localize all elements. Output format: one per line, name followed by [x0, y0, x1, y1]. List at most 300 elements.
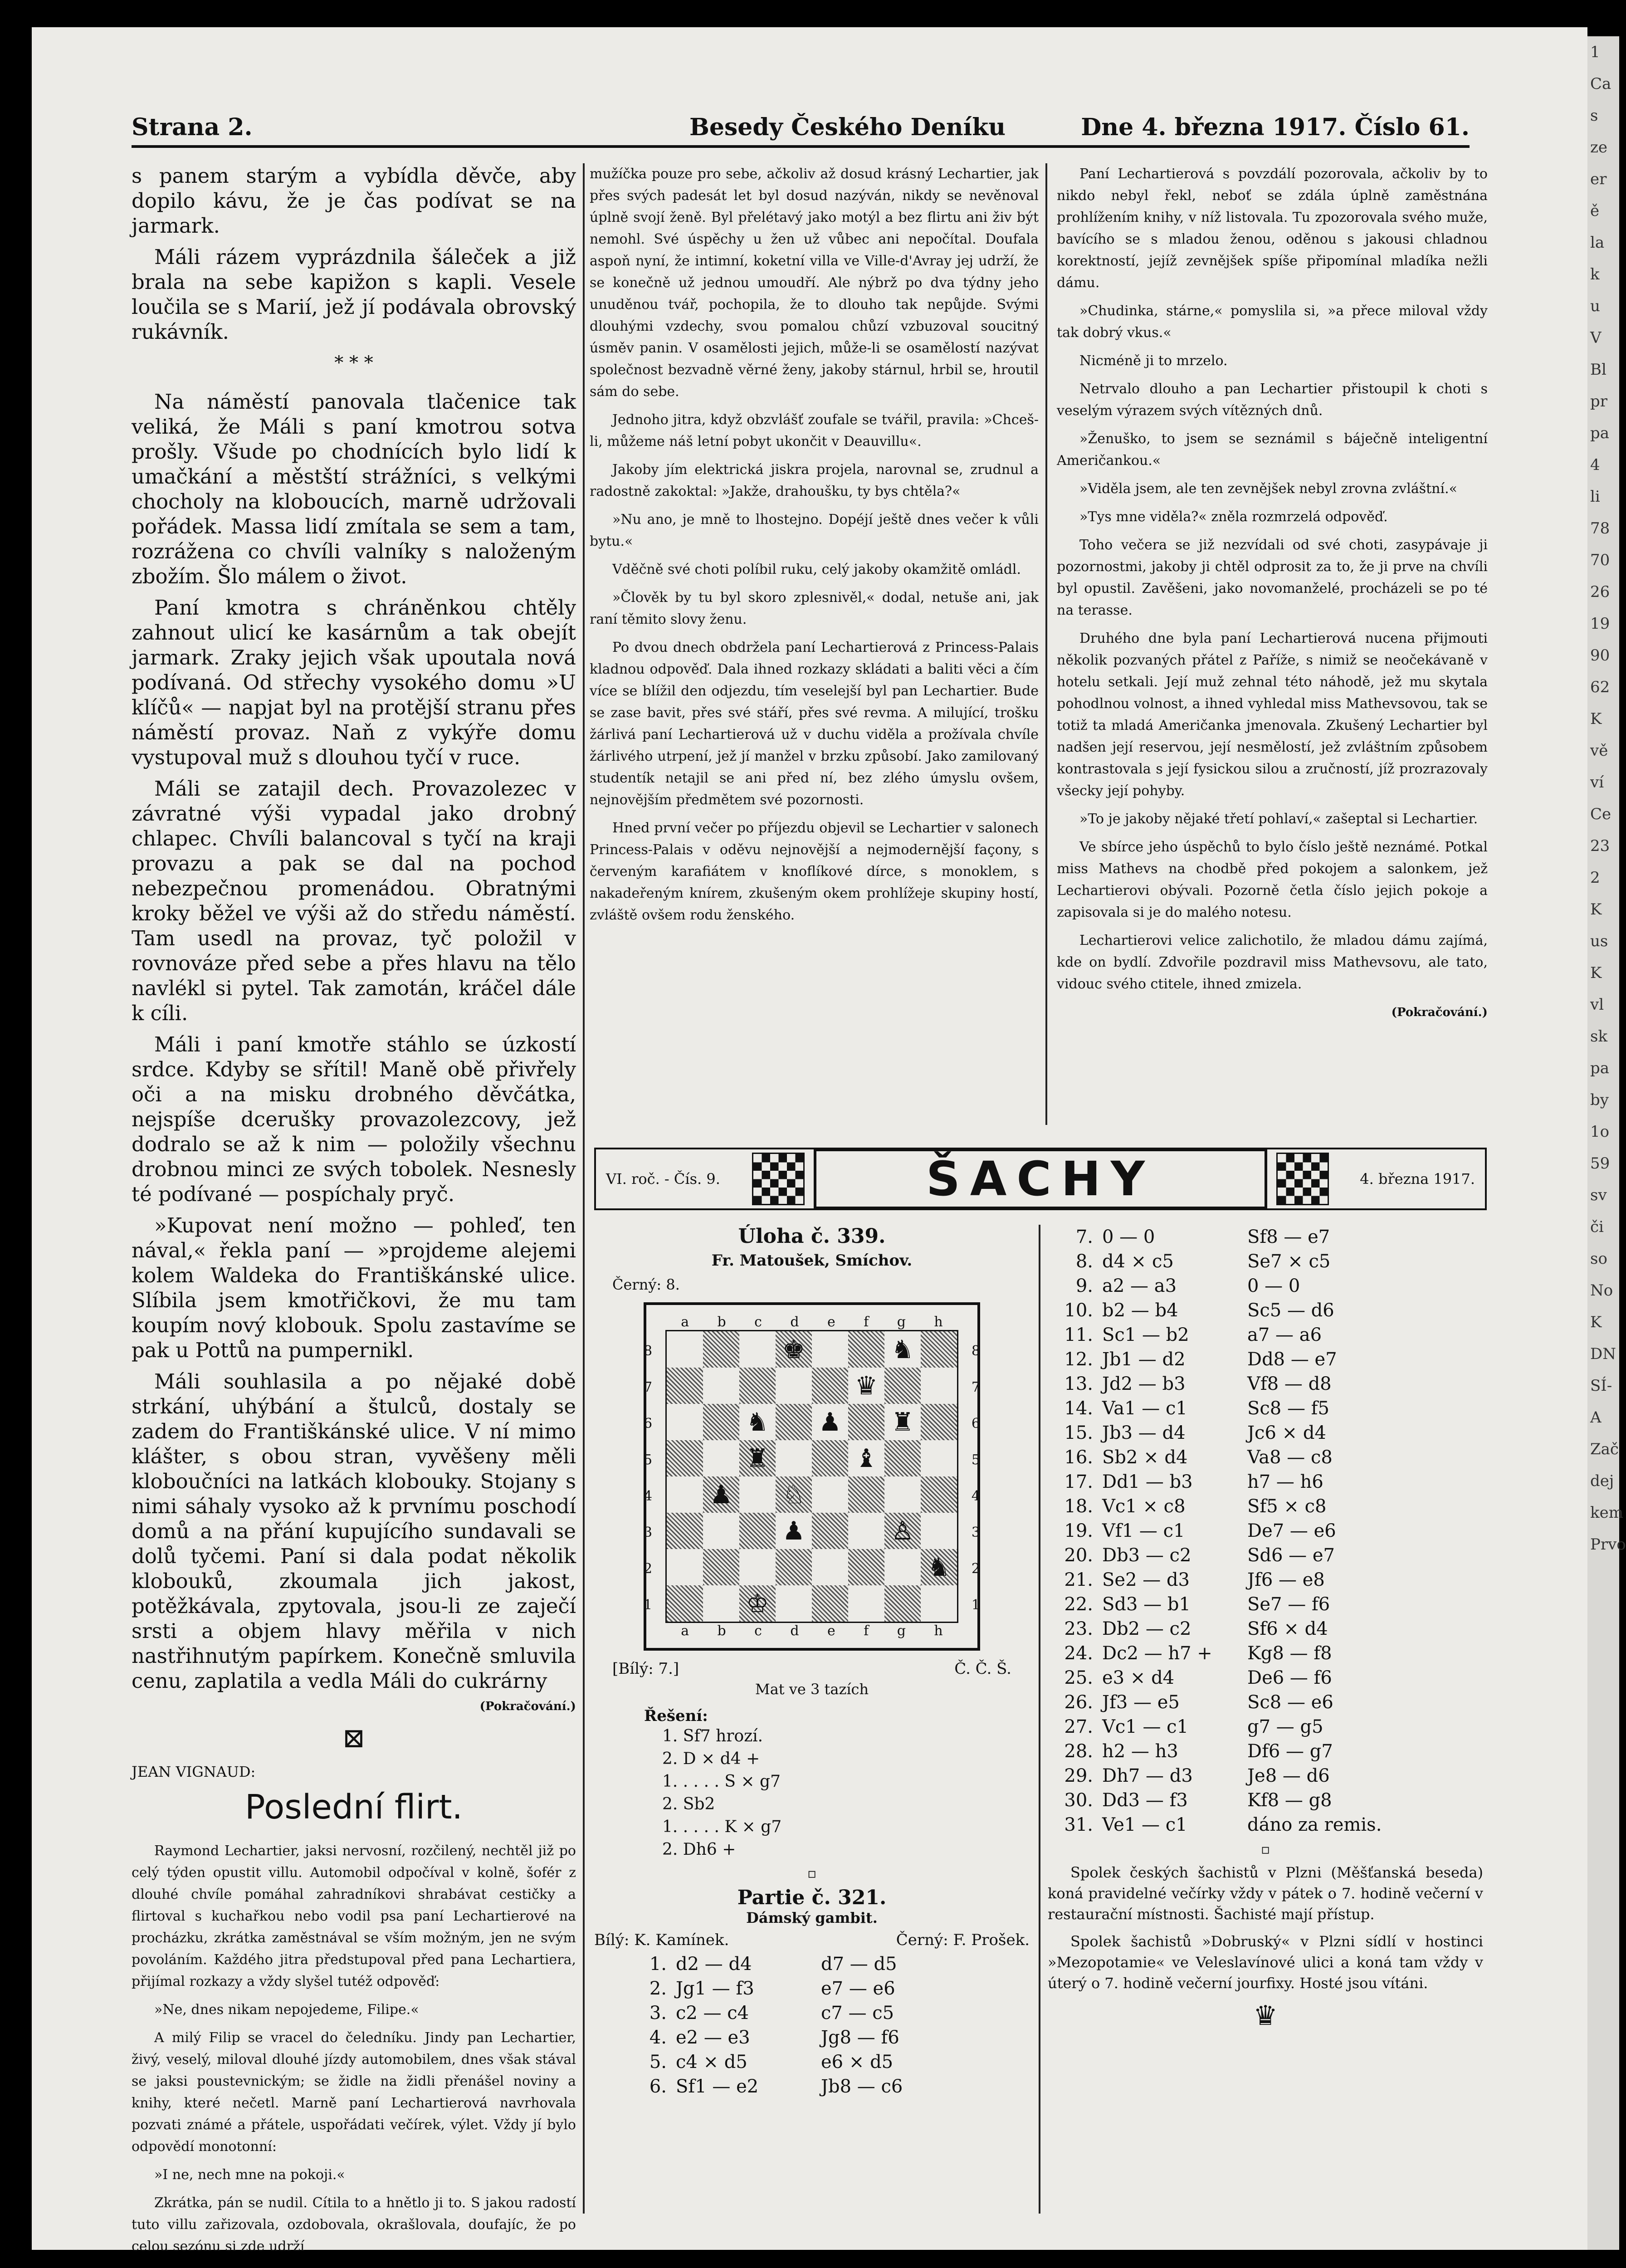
board-square: ♟ — [776, 1513, 812, 1549]
move-cell: 31. — [1064, 1814, 1093, 1835]
paragraph: Jednoho jitra, když obzvlášť zoufale se tvářil, pravila: »Chceš-li, můžeme náš letní pobyt ukončit v Deauvillu«. — [590, 412, 1039, 450]
file-labels: a b c d e f g h — [681, 1314, 943, 1330]
move-cell: Se7 × c5 — [1247, 1251, 1331, 1272]
board-square — [812, 1368, 848, 1404]
move-cell: 8. — [1075, 1251, 1093, 1272]
board-square: ♞ — [884, 1331, 921, 1368]
edge-fragment: 26 — [1590, 583, 1610, 601]
move-row — [1048, 1225, 1483, 1249]
move-cell: 16. — [1064, 1447, 1093, 1468]
edge-fragment: us — [1590, 932, 1608, 950]
move-cell: Vf1 — c1 — [1102, 1520, 1185, 1541]
edge-fragment: ě — [1590, 202, 1600, 220]
edge-fragment: SÍ-A — [1590, 1377, 1612, 1427]
move-cell: Jb1 — d2 — [1102, 1349, 1186, 1370]
move-row — [1048, 1641, 1483, 1666]
paragraph: »Člověk by tu byl skoro zplesnivěl,« dodal, netuše ani, jak raní těmito slovy ženu. — [590, 590, 1039, 627]
edge-fragment: li — [1590, 488, 1600, 506]
move-cell: Jb3 — d4 — [1102, 1422, 1186, 1443]
move-row — [621, 1976, 1030, 2001]
page-number: Strana 2. — [132, 113, 253, 141]
move-cell: Sc1 — b2 — [1102, 1325, 1189, 1345]
move-cell: Jf3 — e5 — [1102, 1692, 1180, 1713]
move-cell: 7. — [1075, 1227, 1093, 1247]
paragraph: Vděčně své choti políbil ruku, celý jakoby okamžitě omládl. — [612, 562, 1021, 577]
move-row — [621, 1952, 1030, 1976]
chess-problem-column — [594, 1225, 1030, 2099]
edge-fragment: ví — [1590, 773, 1604, 792]
move-row — [1048, 1421, 1483, 1445]
edge-fragment: Ce — [1590, 805, 1611, 823]
move-row — [621, 2074, 1030, 2099]
move-cell: Dd3 — f3 — [1102, 1790, 1188, 1811]
edge-fragment: 19 — [1590, 615, 1610, 633]
move-row — [1048, 1715, 1483, 1739]
move-cell: 10. — [1064, 1300, 1093, 1321]
problem-source: Č. Č. Š. — [954, 1660, 1011, 1678]
checkerboard-icon — [752, 1153, 805, 1205]
volume-label: VI. roč. - Čís. 9. — [606, 1170, 720, 1188]
continued-note: (Pokračování.) — [1391, 1006, 1488, 1019]
board-square — [812, 1513, 848, 1549]
chess-title: ŠACHY — [814, 1149, 1267, 1209]
move-cell: 24. — [1064, 1643, 1093, 1664]
move-cell: c4 × d5 — [676, 2052, 747, 2072]
move-row — [1048, 1543, 1483, 1568]
move-cell: Kg8 — f8 — [1247, 1643, 1332, 1664]
move-row — [1048, 1274, 1483, 1298]
move-row — [1048, 1347, 1483, 1372]
black-player: Černý: F. Prošek. — [896, 1931, 1030, 1949]
move-cell: Jf6 — e8 — [1247, 1569, 1325, 1590]
move-cell: 20. — [1064, 1545, 1093, 1566]
board-square — [884, 1585, 921, 1622]
move-row — [1048, 1666, 1483, 1690]
story-author: JEAN VIGNAUD: — [132, 1763, 256, 1780]
paragraph: Druhého dne byla paní Lechartierová nucena přijmouti několik pozvaných přátel z Paříže, s nimiž se neočekávaně v hotelu setkali. Její muž zehnal této náhodě, jež mu skytala pohodlnou volnost, a ihned vyhledal miss Mathevsovou, tak se totiž ta mladá Američanka jmenovala. Zkušený Lechartier byl nadšen její reservou, její nesmělostí, jež zvláštním způsobem kontrastovala s její fysickou silou a zručností, jíž prozrazovaly všecky její pohyby. — [1057, 631, 1488, 799]
move-cell: 4. — [649, 2027, 667, 2048]
paragraph: Máli se zatajil dech. Provazolezec v závratné výši vypadal jako drobný chlapec. Chvíli balancoval s tyčí na kraji provazu a pak se dal na pochod nebezpečnou promenádou. Obratnými kroky běžel ve výši až do středu náměstí. Tam usedl na provaz, tyč položil v rovnováze před sebe a přes hlavu na tělo navlékl si pytel. Tak zamotán, kráčel dále k cíli. — [132, 777, 576, 1025]
paragraph: »I ne, nech mne na pokoji.« — [154, 2167, 345, 2183]
edge-fragment: No — [1590, 1281, 1613, 1300]
board-square — [667, 1476, 703, 1513]
move-cell: 25. — [1064, 1667, 1093, 1688]
board-square — [921, 1513, 957, 1549]
paragraph: Paní Lechartierová s povzdálí pozorovala, ačkoliv by to nikdo nebyl řekl, neboť se zdála úplně zaměstnána prohlížením knihy, v níž listovala. Tu zpozorovala svého muže, bavícího se s mladou ženou, oděnou s jakousi chladnou korektností, jejíž zevnějšek spíše připomínal mladíka nežli dámu. — [1057, 166, 1488, 291]
paragraph: Toho večera se již nezvídali od své choti, zasypávaje ji pozornostmi, jakoby ji chtěl odprosit za to, že ji prve na chvíli byl opustil. Zavěšeni, jako novomanželé, procházeli se po té na terasse. — [1057, 537, 1488, 618]
edge-fragment: 23 — [1590, 837, 1610, 855]
edge-fragment: K — [1590, 900, 1602, 919]
column-divider — [1045, 163, 1047, 1125]
move-cell: Va1 — c1 — [1102, 1398, 1187, 1419]
move-cell: e6 × d5 — [821, 2052, 894, 2072]
move-row — [1048, 1323, 1483, 1347]
ornament-icon: ⊠ — [342, 1722, 366, 1754]
edge-fragment: Zač — [1590, 1440, 1619, 1458]
move-cell: 0 — 0 — [1102, 1227, 1155, 1247]
move-row — [1048, 1445, 1483, 1470]
paragraph: Raymond Lechartier, jaksi nervosní, rozčilený, nechtěl již po celý týden opustit villu. Automobil odpočíval v kolně, šofér z dlouhé chvíle pomáhal zahradníkovi shrabávat cestičky a flirtoval s kuchařkou nebo vodil psa paní Lechartierové na procházku, zkrátka zaměstnával se vším možným, jen ne svým povoláním. Každého jitra předstupoval před pana Lechartiera, přijímal rozkazy a vždy slyšel tutéž odpověď: — [132, 1843, 576, 1989]
paragraph: Hned první večer po příjezdu objevil se Lechartier v salonech Princess-Palais v oděvu nejnovější a nejmodernější façony, s červeným karafiátem v knoflíkové dírce, s monoklem, s nakadeřeným knírem, zkušeným okem prohlížeje skupiny hostí, zvláště ovšem rodu ženského. — [590, 820, 1039, 923]
edge-fragment: s — [1590, 107, 1598, 125]
edge-fragment: 70 — [1590, 551, 1610, 569]
edge-fragment: sk — [1590, 1027, 1608, 1046]
board-square: ♜ — [739, 1440, 776, 1476]
move-cell: Jg8 — f6 — [821, 2027, 899, 2048]
edge-fragment: K — [1590, 1313, 1602, 1331]
board-square — [848, 1585, 884, 1622]
board-square — [703, 1404, 739, 1440]
move-cell: De7 — e6 — [1247, 1520, 1336, 1541]
board-square: ♞ — [921, 1549, 957, 1585]
move-cell: 23. — [1064, 1618, 1093, 1639]
edge-fragment: so — [1590, 1250, 1607, 1268]
board-square: ♟ — [812, 1404, 848, 1440]
edge-fragment: 1 — [1590, 43, 1600, 61]
board-square — [848, 1513, 884, 1549]
board-square — [921, 1331, 957, 1368]
board-square — [921, 1368, 957, 1404]
paragraph: »Ženuško, to jsem se seznámil s báječně inteligentní Američankou.« — [1057, 431, 1488, 469]
board-square: ♔ — [739, 1585, 776, 1622]
move-cell: c2 — c4 — [676, 2003, 749, 2024]
paragraph: A milý Filip se vracel do čeledníku. Jindy pan Lechartier, živý, veselý, miloval dlouhé jízdy automobilem, dnes však stával se jaksi poustevnickým; se židle na židli přenášel noviny a knihy, které nečetl. Marně paní Lechartierová navrhovala pozvati známé a přátele, uspořádati večírek, výlet. Vždy jí bylo odpovědí monotonní: — [132, 2030, 576, 2155]
game-title: Partie č. 321. — [737, 1886, 887, 1909]
club-notice: Spolek českých šachistů v Plzni (Měšťanská beseda) koná pravidelné večírky vždy v pátek o 7. hodině večerní v restaurační místnosti. Šachisté mají přístup. — [1048, 1864, 1483, 1923]
white-count: [Bílý: 7.] — [612, 1660, 679, 1678]
board-square — [703, 1513, 739, 1549]
board-square — [848, 1404, 884, 1440]
move-cell: Dh7 — d3 — [1102, 1765, 1193, 1786]
paragraph: s panem starým a vybídla děvče, aby dopilo kávu, že je čas podívat se na jarmark. — [132, 164, 576, 238]
board-square: ♟ — [703, 1476, 739, 1513]
board-square — [739, 1368, 776, 1404]
move-row — [1048, 1519, 1483, 1543]
paragraph: Lechartierovi velice zalichotilo, že mladou dámu zajímá, kde on bydlí. Zdvořile pozdravil miss Mathevsovu, ale tato, vidouc svého ctitele, ihned zmizela. — [1057, 933, 1488, 992]
board-square: ♛ — [848, 1368, 884, 1404]
edge-fragment: 90 — [1590, 646, 1610, 665]
move-row — [1048, 1470, 1483, 1494]
board-square: ♙ — [884, 1513, 921, 1549]
move-cell: 1. — [649, 1954, 667, 1975]
move-cell: c7 — c5 — [821, 2003, 894, 2024]
black-count: Černý: 8. — [612, 1276, 680, 1293]
paragraph: Netrvalo dlouho a pan Lechartier přistoupil k choti s veselým výrazem svých vítězných dnů. — [1057, 381, 1488, 419]
edge-fragment: pa — [1590, 424, 1610, 442]
move-row — [1048, 1249, 1483, 1274]
paragraph: Nicméně ji to mrzelo. — [1079, 353, 1228, 369]
move-cell: 9. — [1075, 1276, 1093, 1296]
board-square — [739, 1549, 776, 1585]
move-cell: Vf8 — d8 — [1247, 1374, 1332, 1394]
solution-line: 2. Sb2 — [662, 1795, 715, 1813]
move-cell: Db2 — c2 — [1102, 1618, 1191, 1639]
white-player: Bílý: K. Kamínek. — [594, 1931, 729, 1949]
problem-task: Mat ve 3 tazích — [755, 1681, 869, 1698]
move-cell: Sb2 × d4 — [1102, 1447, 1188, 1468]
chess-date: 4. března 1917. — [1360, 1170, 1475, 1188]
game-subtitle: Dámský gambit. — [746, 1909, 878, 1926]
paragraph: mužíčka pouze pro sebe, ačkoliv až dosud krásný Lechartier, jak přes svých padesát let byl dosud nazýván, nikdy se nevěnoval úplně svojí ženě. Byl přelétavý jako motýl a bez flirtu ani živ být nemohl. Své úspěchy u žen už vůbec ani nepočítal. Doufala aspoň nyní, že intimní, koketní villa ve Ville-d'Avray jej udrží, že se konečně už jednou umoudří. Ale nýbrž po dva týdny jeho unuděnou tvář, pochopila, že to dlouho tak nepůjde. Svými dlouhými vzdechy, svou pomalou chůzí vzbuzoval soucitný úsměv panin. V osamělosti jejich, může-li se osamělostí nazývat společnost bezvadně věrné ženy, jakoby stárnul, hrbil se, hroutil sám do sebe. — [590, 166, 1039, 400]
edge-fragment: V — [1590, 329, 1602, 347]
move-row — [1048, 1690, 1483, 1715]
board-square — [884, 1368, 921, 1404]
solution-line: 2. Dh6 + — [662, 1840, 736, 1859]
move-row — [621, 2025, 1030, 2050]
move-cell: d4 × c5 — [1102, 1251, 1174, 1272]
move-row — [1048, 1298, 1483, 1323]
board-square: ♝ — [848, 1440, 884, 1476]
edge-fragment: kem — [1590, 1504, 1623, 1522]
move-cell: 2. — [649, 1978, 667, 1999]
edge-fragment: K — [1590, 964, 1602, 982]
board-square — [848, 1476, 884, 1513]
move-cell: 18. — [1064, 1496, 1093, 1517]
board-square — [667, 1440, 703, 1476]
solution-line: 1. . . . . K × g7 — [662, 1818, 782, 1836]
move-cell: Sf5 × c8 — [1247, 1496, 1327, 1517]
board-square — [812, 1476, 848, 1513]
board-square: ♘ — [776, 1476, 812, 1513]
move-cell: 11. — [1064, 1325, 1093, 1345]
move-cell: Je8 — d6 — [1247, 1765, 1330, 1786]
edge-fragment: 59 — [1590, 1154, 1610, 1173]
problem-author: Fr. Matoušek, Smíchov. — [711, 1251, 913, 1270]
move-cell: Jd2 — b3 — [1102, 1374, 1186, 1394]
board-square — [921, 1404, 957, 1440]
board-square — [667, 1513, 703, 1549]
edge-fragment: či — [1590, 1218, 1604, 1236]
move-cell: a2 — a3 — [1102, 1276, 1177, 1296]
publication-name: Besedy Českého Deníku — [689, 113, 1006, 141]
move-cell: dáno za remis. — [1247, 1814, 1382, 1835]
edge-fragment: dej — [1590, 1472, 1614, 1490]
club-notice: Spolek šachistů »Dobruský« v Plzni sídlí v hostinci »Mezopotamie« ve Veleslavínové ulici a koná tam vždy v úterý o 7. hodině večerní jourfixy. Hosté jsou vítáni. — [1048, 1933, 1483, 1992]
solution-line: 1. Sf7 hrozí. — [662, 1727, 763, 1745]
move-cell: Ve1 — c1 — [1102, 1814, 1187, 1835]
move-row — [621, 2050, 1030, 2074]
move-list — [621, 1952, 1030, 2099]
solution-list — [662, 1725, 1030, 1861]
move-row — [1048, 1396, 1483, 1421]
move-cell: Va8 — c8 — [1247, 1447, 1333, 1468]
board-square — [848, 1549, 884, 1585]
move-cell: Jc6 × d4 — [1247, 1422, 1326, 1443]
move-cell: Dc2 — h7 + — [1102, 1643, 1212, 1664]
board-square — [884, 1476, 921, 1513]
move-cell: Sc5 — d6 — [1247, 1300, 1334, 1321]
move-cell: e2 — e3 — [676, 2027, 750, 2048]
board-square — [776, 1585, 812, 1622]
move-cell: 17. — [1064, 1471, 1093, 1492]
move-cell: Kf8 — g8 — [1247, 1790, 1332, 1811]
edge-fragment: pr — [1590, 392, 1608, 411]
move-cell: a7 — a6 — [1247, 1325, 1322, 1345]
move-cell: 14. — [1064, 1398, 1093, 1419]
move-cell: Sc8 — f5 — [1247, 1398, 1329, 1419]
move-cell: 21. — [1064, 1569, 1093, 1590]
move-row — [1048, 1617, 1483, 1641]
chess-game-column — [1048, 1225, 1483, 2032]
edge-fragment: vl — [1590, 996, 1604, 1014]
move-row — [1048, 1788, 1483, 1813]
move-row — [1048, 1764, 1483, 1788]
move-cell: Jb8 — c6 — [821, 2076, 903, 2097]
section-break: * * * — [334, 352, 373, 373]
move-cell: Dd1 — b3 — [1102, 1471, 1193, 1492]
rank-labels: 8 7 6 5 4 3 2 1 — [971, 1343, 980, 1613]
move-cell: Sd3 — b1 — [1102, 1594, 1191, 1615]
edge-fragment: Prvo — [1590, 1535, 1626, 1554]
paragraph: Na náměstí panovala tlačenice tak veliká, že Máli s paní kmotrou sotva prošly. Všude po chodnících bylo lidí k umačkání a městští strážníci, s velkými chocholy na kloboucích, marně udržovali pořádek. Massa lidí zmítala se sem a tam, rozrážena co chvíli valníky s naloženým zbožím. Šlo málem o život. — [132, 390, 576, 588]
checkerboard-icon — [1276, 1153, 1329, 1205]
column-divider — [583, 163, 585, 2214]
move-row — [1048, 1568, 1483, 1592]
move-cell: Df6 — g7 — [1247, 1741, 1333, 1762]
board-square — [703, 1368, 739, 1404]
edge-fragment: 62 — [1590, 678, 1610, 696]
edge-fragment: vě — [1590, 742, 1608, 760]
move-cell: 28. — [1064, 1741, 1093, 1762]
divider-icon: ▫ — [807, 1866, 817, 1882]
move-cell: 6. — [649, 2076, 667, 2097]
board-square — [739, 1476, 776, 1513]
move-cell: 15. — [1064, 1422, 1093, 1443]
solution-label: Řešení: — [644, 1707, 708, 1725]
paragraph: Máli souhlasila a po nějaké době strkání, uhýbání a štulců, dostaly se zadem do Františkánské ulice. V ní mimo klášter, s obou stran, vyvěšeny měli kloboučníci na latkách klobouky. Stojany s nimi sáhaly vysoko až k prvnímu poschodí domů a na přání kupujícího sundavali se dolů tyčemi. Paní si dala podat několik klobouků, zkoumala jich jakost, potěžkávala, zpytovala, jsou-li ze zaječí srsti a objem hlavy měřila v nich nastřihnutým papírkem. Konečně smluvila cenu, zaplatila a vedla Máli do cukrárny — [132, 1369, 576, 1693]
paragraph: »Viděla jsem, ale ten zevnějšek nebyl zrovna zvláštní.« — [1079, 481, 1457, 497]
chess-section-header — [594, 1148, 1487, 1210]
edge-fragment: 2 — [1590, 869, 1600, 887]
move-cell: Se7 — f6 — [1247, 1594, 1330, 1615]
move-cell: Vc1 × c8 — [1102, 1496, 1186, 1517]
paragraph: Máli rázem vyprázdnila šáleček a již brala na sebe kapižon s kapli. Vesele loučila se s Marií, jež jí podávala obrovský rukávník. — [132, 245, 576, 344]
divider-icon: ▫ — [1260, 1842, 1270, 1857]
board-square — [703, 1585, 739, 1622]
move-cell: Sf6 × d4 — [1247, 1618, 1328, 1639]
move-cell: 12. — [1064, 1349, 1093, 1370]
edge-fragment: pa — [1590, 1059, 1610, 1077]
edge-fragment: 78 — [1590, 519, 1610, 538]
move-cell: Sc8 — e6 — [1247, 1692, 1333, 1713]
board-square: ♞ — [739, 1404, 776, 1440]
board-square — [667, 1331, 703, 1368]
board-square — [812, 1440, 848, 1476]
move-cell: Sd6 — e7 — [1247, 1545, 1335, 1566]
paragraph: Ve sbírce jeho úspěchů to bylo číslo ještě neznámé. Potkal miss Mathevs na chodbě před pokojem a salonkem, jež Lechartierovi obývali. Pozorně četla číslo jejich pokoje a zapisovala si je do malého notesu. — [1057, 839, 1488, 920]
move-cell: d2 — d4 — [676, 1954, 752, 1975]
column-3 — [1057, 163, 1488, 1120]
chess-diagram — [644, 1302, 980, 1651]
crown-icon: ♛ — [1253, 2000, 1278, 2032]
column-1 — [132, 163, 576, 2264]
edge-fragment: 1o — [1590, 1123, 1610, 1141]
move-cell: 5. — [649, 2052, 667, 2072]
board-square — [667, 1404, 703, 1440]
rank-labels: 8 7 6 5 4 3 2 1 — [644, 1343, 653, 1613]
board-square — [921, 1585, 957, 1622]
file-labels: a b c d e f g h — [681, 1623, 943, 1639]
board-square — [776, 1549, 812, 1585]
board-square — [776, 1368, 812, 1404]
paragraph: Máli i paní kmotře stáhlo se úzkostí srdce. Kdyby se sřítil! Maně obě přivřely oči a na misku drobného děvčátka, nejspíše dcerušky provazolezcovy, jež dodralo se až k nim — položily všechnu drobnou minci ze svých tobolek. Nesnesly té podívané — pospíchaly pryč. — [132, 1032, 576, 1206]
move-cell: h2 — h3 — [1102, 1741, 1178, 1762]
board-square — [739, 1331, 776, 1368]
board-square — [703, 1331, 739, 1368]
move-row — [621, 2001, 1030, 2025]
move-cell: 29. — [1064, 1765, 1093, 1786]
edge-fragment: DN — [1590, 1345, 1616, 1363]
board-square — [667, 1549, 703, 1585]
issue-date: Dne 4. března 1917. Číslo 61. — [1081, 113, 1470, 141]
move-cell: 26. — [1064, 1692, 1093, 1713]
move-row — [1048, 1739, 1483, 1764]
problem-title: Úloha č. 339. — [738, 1225, 886, 1248]
edge-fragment: K — [1590, 710, 1602, 728]
board-square — [884, 1549, 921, 1585]
page-header — [132, 113, 1470, 148]
move-cell: Sf1 — e2 — [676, 2076, 759, 2097]
paragraph: »Ne, dnes nikam nepojedeme, Filipe.« — [154, 2002, 419, 2018]
board-square — [703, 1440, 739, 1476]
paragraph: »Tys mne viděla?« zněla rozmrzelá odpověď. — [1079, 509, 1388, 525]
board-square — [884, 1440, 921, 1476]
edge-fragment: 4 — [1590, 456, 1600, 474]
move-cell: Dd8 — e7 — [1247, 1349, 1337, 1370]
board-square — [776, 1440, 812, 1476]
continued-note: (Pokračování.) — [479, 1700, 576, 1713]
board-square — [667, 1585, 703, 1622]
board-square — [812, 1549, 848, 1585]
column-2 — [590, 163, 1039, 1120]
edge-fragment: u — [1590, 297, 1600, 315]
move-cell: Vc1 — c1 — [1102, 1716, 1189, 1737]
move-row — [1048, 1494, 1483, 1519]
paragraph: »To je jakoby nějaké třetí pohlaví,« zašeptal si Lechartier. — [1079, 811, 1478, 827]
move-cell: 22. — [1064, 1594, 1093, 1615]
edge-fragment: by — [1590, 1091, 1609, 1109]
solution-line: 1. . . . . S × g7 — [662, 1772, 781, 1791]
edge-fragment: k — [1590, 265, 1600, 284]
paragraph: »Chudinka, stárne,« pomyslila si, »a přece miloval vždy tak dobrý vkus.« — [1057, 303, 1488, 341]
paragraph: Po dvou dnech obdržela paní Lechartierová z Princess-Palais kladnou odpověď. Dala ihned rozkazy skládati a baliti věci a čím více se blížil den odjezdu, tím veselejší byl pan Lechartier. Bude se zase bavit, přes své stáří, přes své revma. A milující, trošku žárlivá paní Lechartierová už v duchu viděla a prožívala chvíle žárlivého utrpení, jež jí manžel v brzku způsobí. Jako zamilovaný studentík netajil se ani před ní, bez zlého úmyslu ovšem, nejnovějším předmětem své pozornosti. — [590, 640, 1039, 808]
story-title: Poslední flirt. — [245, 1788, 463, 1827]
move-cell: 30. — [1064, 1790, 1093, 1811]
board-square — [739, 1513, 776, 1549]
move-cell: De6 — f6 — [1247, 1667, 1332, 1688]
move-list — [1048, 1225, 1483, 1837]
move-cell: 19. — [1064, 1520, 1093, 1541]
board-square: ♜ — [884, 1404, 921, 1440]
board-square — [812, 1585, 848, 1622]
move-cell: Sf8 — e7 — [1247, 1227, 1330, 1247]
solution-line: 2. D × d4 + — [662, 1750, 760, 1768]
board-square — [667, 1368, 703, 1404]
edge-fragment: sv — [1590, 1186, 1607, 1204]
move-cell: Db3 — c2 — [1102, 1545, 1191, 1566]
adjacent-page-edge — [1587, 36, 1626, 2250]
edge-fragment: la — [1590, 234, 1605, 252]
move-row — [1048, 1813, 1483, 1837]
edge-fragment: ze — [1590, 138, 1608, 156]
board-square: ♚ — [776, 1331, 812, 1368]
move-cell: 13. — [1064, 1374, 1093, 1394]
board-square — [776, 1404, 812, 1440]
board-square — [848, 1331, 884, 1368]
paragraph: Jakoby jím elektrická jiskra projela, narovnal se, zrudnul a radostně zakoktal: »Jakže, drahoušku, ty bys chtěla?« — [590, 462, 1039, 499]
move-row — [1048, 1592, 1483, 1617]
edge-fragment: Ca — [1590, 75, 1611, 93]
